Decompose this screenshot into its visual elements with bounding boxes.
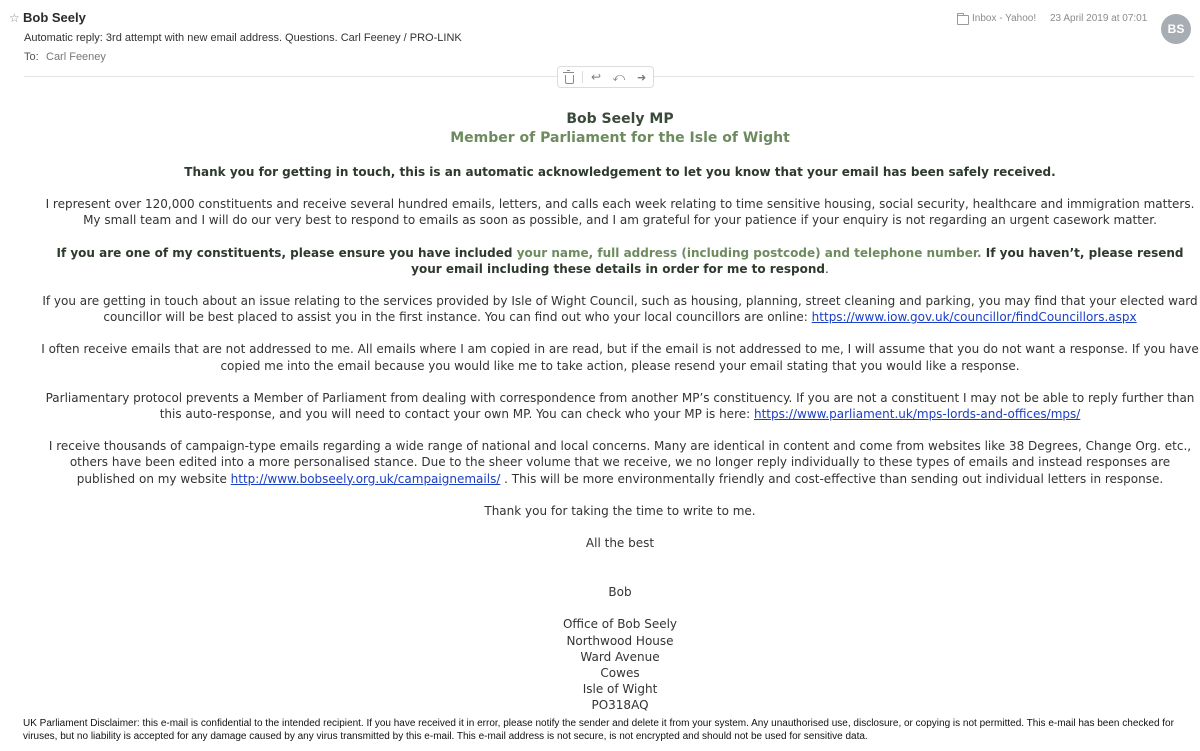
message-subject: Automatic reply: 3rd attempt with new email address. Questions. Carl Feeney / PRO-LINK xyxy=(24,32,462,44)
details-request-intro: If you are one of my constituents, please ensure you have included xyxy=(56,245,517,260)
signature-name: Bob xyxy=(608,585,632,600)
sender-name: Bob Seely xyxy=(23,10,86,25)
protocol-text: Parliamentary protocol prevents a Member of Parliament from dealing with correspondence from another MP’s constituency. If you are not a constituent I may not be able to reply further than this auto-response, and you will need to contact your own MP. You can check who your MP is here: xyxy=(45,390,1195,422)
reply-all-button[interactable] xyxy=(609,68,629,86)
toolbar-separator xyxy=(582,71,583,83)
reply-all-icon: ⤺ xyxy=(612,69,626,84)
paragraph-campaigns xyxy=(40,438,1200,487)
paragraph-addressing: I often receive emails that are not addressed to me. All emails where I am copied in are read, but if the email is not addressed to me, I will assume that you do not want a response. If you have copied me into the email because you would like me to take action, please resend your email stating that you would like a response. xyxy=(41,342,1199,373)
details-request-outro: If you haven’t, please resend your email including these details in order for me to respond xyxy=(411,245,1184,276)
avatar xyxy=(1161,14,1191,44)
campaign-tail: . This will be more environmentally friendly and cost-effective than sending out individual letters in response. xyxy=(500,471,1164,486)
mp-role: Member of Parliament for the Isle of Wight xyxy=(450,130,790,146)
acknowledgement-text: Thank you for getting in touch, this is an automatic acknowledgement to let you know that your email has been safely received. xyxy=(184,165,1056,179)
paragraph-constituents xyxy=(40,196,1200,228)
address-line: Office of Bob Seely xyxy=(562,617,678,632)
message-date: 23 April 2019 at 07:01 xyxy=(1050,13,1148,24)
thanks-text: Thank you for taking the time to write to me. xyxy=(484,503,756,518)
mailbox-name: Inbox - Yahoo! xyxy=(972,13,1037,24)
campaign-link[interactable]: http://www.bobseely.org.uk/campaignemails/ xyxy=(230,471,501,486)
address-line: Isle of Wight xyxy=(582,682,658,697)
paragraph-protocol xyxy=(40,390,1200,422)
to-label: To: xyxy=(24,51,39,63)
address-line: Northwood House xyxy=(566,633,674,648)
details-request-period: . xyxy=(824,261,829,276)
paragraph-line: I represent over 120,000 constituents and receive several hundred emails, letters, and calls each week relating to time sensitive housing, social security, healthcare and immigration matters. xyxy=(45,197,1195,212)
message-body xyxy=(40,110,1200,714)
mailbox-indicator xyxy=(957,13,1036,24)
message-header xyxy=(0,0,1200,66)
recipient-name[interactable]: Carl Feeney xyxy=(46,51,106,63)
paragraph-line: My small team and I will do our very best to respond to emails as soon as possible, and I am grateful for your patience if your enquiry is not regarding an urgent casework matter. xyxy=(83,213,1157,228)
delete-button[interactable] xyxy=(559,68,579,86)
closing-text: All the best xyxy=(585,536,655,551)
trash-icon xyxy=(565,75,574,84)
council-link[interactable]: https://www.iow.gov.uk/councillor/findCouncillors.aspx xyxy=(811,310,1137,325)
office-address xyxy=(40,616,1200,713)
forward-button[interactable] xyxy=(632,68,652,86)
parliament-link[interactable]: https://www.parliament.uk/mps-lords-and-offices/mps/ xyxy=(753,407,1081,422)
address-line: Cowes xyxy=(600,666,640,681)
folder-icon xyxy=(957,15,969,25)
star-icon[interactable]: ☆ xyxy=(9,11,20,25)
details-required: your name, full address (including postcode) and telephone number. xyxy=(516,245,982,260)
reply-icon: ↩ xyxy=(590,70,602,84)
legal-disclaimer: UK Parliament Disclaimer: this e-mail is confidential to the intended recipient. If you have received it in error, please notify the sender and delete it from your system. Any unauthorised use, disclosure, or copying is not permitted. This e-mail has been checked for viruses, but no liability is accepted for any damage caused by any virus transmitted by this e-mail. This e-mail address is not secure, is not encrypted and should not be used for sensitive data. xyxy=(23,718,1174,742)
paragraph-details-request xyxy=(40,245,1200,277)
message-toolbar xyxy=(557,66,654,88)
reply-button[interactable] xyxy=(586,68,606,86)
forward-icon: ➜ xyxy=(636,71,647,84)
council-text: If you are getting in touch about an issue relating to the services provided by Isle of Wight Council, such as housing, planning, street cleaning and parking, you may find that your elected ward councillor will be best placed to assist you in the first instance. You can find out who your local councillors are online: xyxy=(42,294,1198,325)
paragraph-council xyxy=(40,293,1200,325)
mp-name: Bob Seely MP xyxy=(566,111,674,127)
address-line: Ward Avenue xyxy=(580,649,660,664)
campaign-text: I receive thousands of campaign-type emails regarding a wide range of national and local concerns. Many are identical in content and come from websites like 38 Degrees, Change Org. etc., others have been edited into a more personalised stance. Due to the sheer volume that we receive, we no longer reply individually to these types of emails and instead responses are published on my website xyxy=(48,439,1192,486)
address-line: PO318AQ xyxy=(591,698,649,713)
avatar-initials: BS xyxy=(1167,22,1185,36)
